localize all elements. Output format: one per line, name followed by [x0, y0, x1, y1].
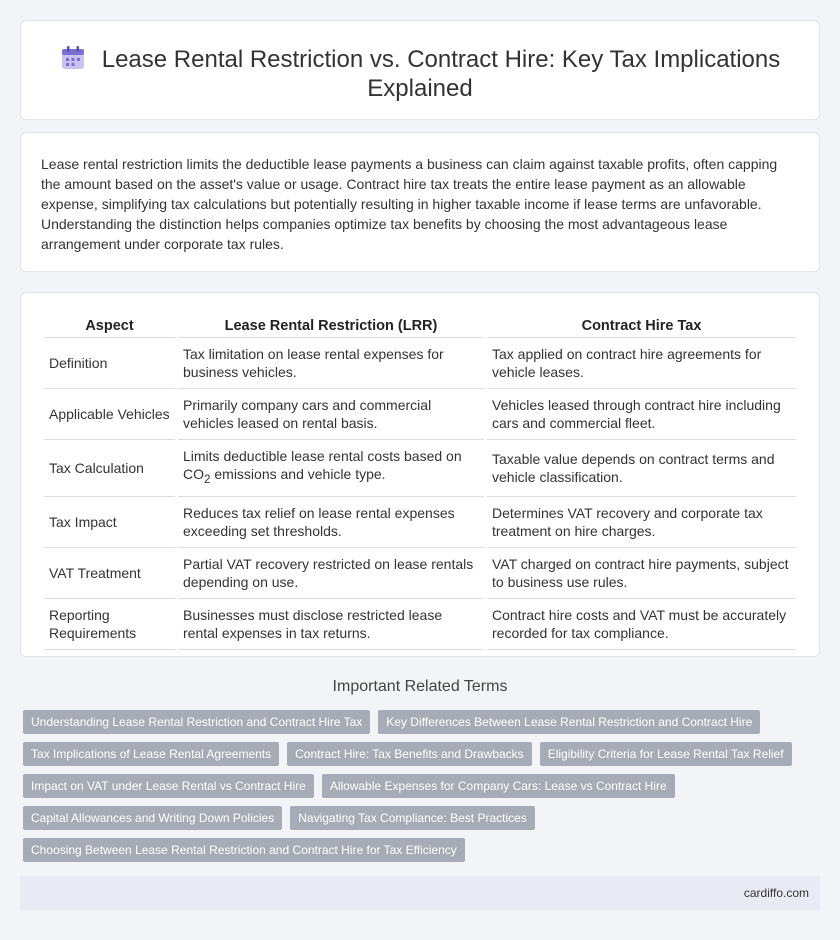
header-lrr: Lease Rental Restriction (LRR): [178, 317, 484, 338]
row-lrr: Primarily company cars and commercial vehicles leased on rental basis.: [178, 389, 484, 440]
page-title: [21, 45, 819, 103]
related-terms-list: [23, 710, 803, 870]
row-aspect: Reporting Requirements: [44, 599, 175, 650]
row-aspect: Definition: [44, 338, 175, 389]
related-term-link[interactable]: Allowable Expenses for Company Cars: Lease vs Contract Hire: [322, 774, 675, 798]
row-aspect: Tax Calculation: [44, 440, 175, 497]
co2-rest: emissions and vehicle type.: [210, 466, 386, 482]
footer: [20, 876, 820, 910]
table-row: [44, 497, 796, 548]
table-header-row: [44, 317, 796, 338]
row-lrr: Partial VAT recovery restricted on lease rentals depending on use.: [178, 548, 484, 599]
row-lrr: Reduces tax relief on lease rental expenses exceeding set thresholds.: [178, 497, 484, 548]
comparison-table: [41, 317, 799, 650]
page-title-text: Lease Rental Restriction vs. Contract Hire: Key Tax Implications Explained: [101, 46, 781, 102]
calendar-icon: [60, 45, 86, 71]
row-aspect: Applicable Vehicles: [44, 389, 175, 440]
summary-text: Lease rental restriction limits the deductible lease payments a business can claim against taxable profits, often capping the amount based on the asset's value or usage. Contract hire tax treats the entire lease payment as an allowable expense, simplifying tax calculations but potentially resulting in higher taxable income if lease terms are unfavorable. Understanding the distinction helps companies optimize tax benefits by choosing the most advantageous lease arrangement under corporate tax rules.: [41, 156, 778, 252]
related-term-link[interactable]: Capital Allowances and Writing Down Policies: [23, 806, 282, 830]
related-term-link[interactable]: Choosing Between Lease Rental Restriction and Contract Hire for Tax Efficiency: [23, 838, 465, 862]
co2-subscript: 2: [204, 472, 211, 486]
co2-text: Limits deductible lease rental costs based on CO: [183, 448, 462, 482]
table-row: [44, 389, 796, 440]
table-row: [44, 548, 796, 599]
row-contract-hire: Determines VAT recovery and corporate tax treatment on hire charges.: [487, 497, 796, 548]
footer-site-link[interactable]: cardiffo.com: [743, 886, 809, 900]
related-term-link[interactable]: Contract Hire: Tax Benefits and Drawbacks: [287, 742, 532, 766]
comparison-table-card: [20, 292, 820, 657]
header-aspect: Aspect: [44, 317, 175, 338]
row-contract-hire: Tax applied on contract hire agreements for vehicle leases.: [487, 338, 796, 389]
row-lrr: Tax limitation on lease rental expenses for business vehicles.: [178, 338, 484, 389]
related-terms-title: Important Related Terms: [332, 678, 508, 695]
row-aspect: Tax Impact: [44, 497, 175, 548]
related-term-link[interactable]: Eligibility Criteria for Lease Rental Tax Relief: [540, 742, 792, 766]
table-row: [44, 440, 796, 497]
row-contract-hire: Contract hire costs and VAT must be accurately recorded for tax compliance.: [487, 599, 796, 650]
header-contract-hire: Contract Hire Tax: [487, 317, 796, 338]
summary-card: [20, 132, 820, 272]
related-term-link[interactable]: Navigating Tax Compliance: Best Practices: [290, 806, 535, 830]
row-lrr: [178, 440, 484, 497]
row-aspect: VAT Treatment: [44, 548, 175, 599]
header-card: [20, 20, 820, 120]
row-lrr: Businesses must disclose restricted lease rental expenses in tax returns.: [178, 599, 484, 650]
related-term-link[interactable]: Key Differences Between Lease Rental Restriction and Contract Hire: [378, 710, 760, 734]
table-row: [44, 338, 796, 389]
row-contract-hire: VAT charged on contract hire payments, subject to business use rules.: [487, 548, 796, 599]
table-row: [44, 599, 796, 650]
related-term-link[interactable]: Understanding Lease Rental Restriction and Contract Hire Tax: [23, 710, 370, 734]
row-contract-hire: Vehicles leased through contract hire including cars and commercial fleet.: [487, 389, 796, 440]
row-contract-hire: Taxable value depends on contract terms and vehicle classification.: [487, 440, 796, 497]
related-term-link[interactable]: Impact on VAT under Lease Rental vs Contract Hire: [23, 774, 314, 798]
related-term-link[interactable]: Tax Implications of Lease Rental Agreements: [23, 742, 279, 766]
